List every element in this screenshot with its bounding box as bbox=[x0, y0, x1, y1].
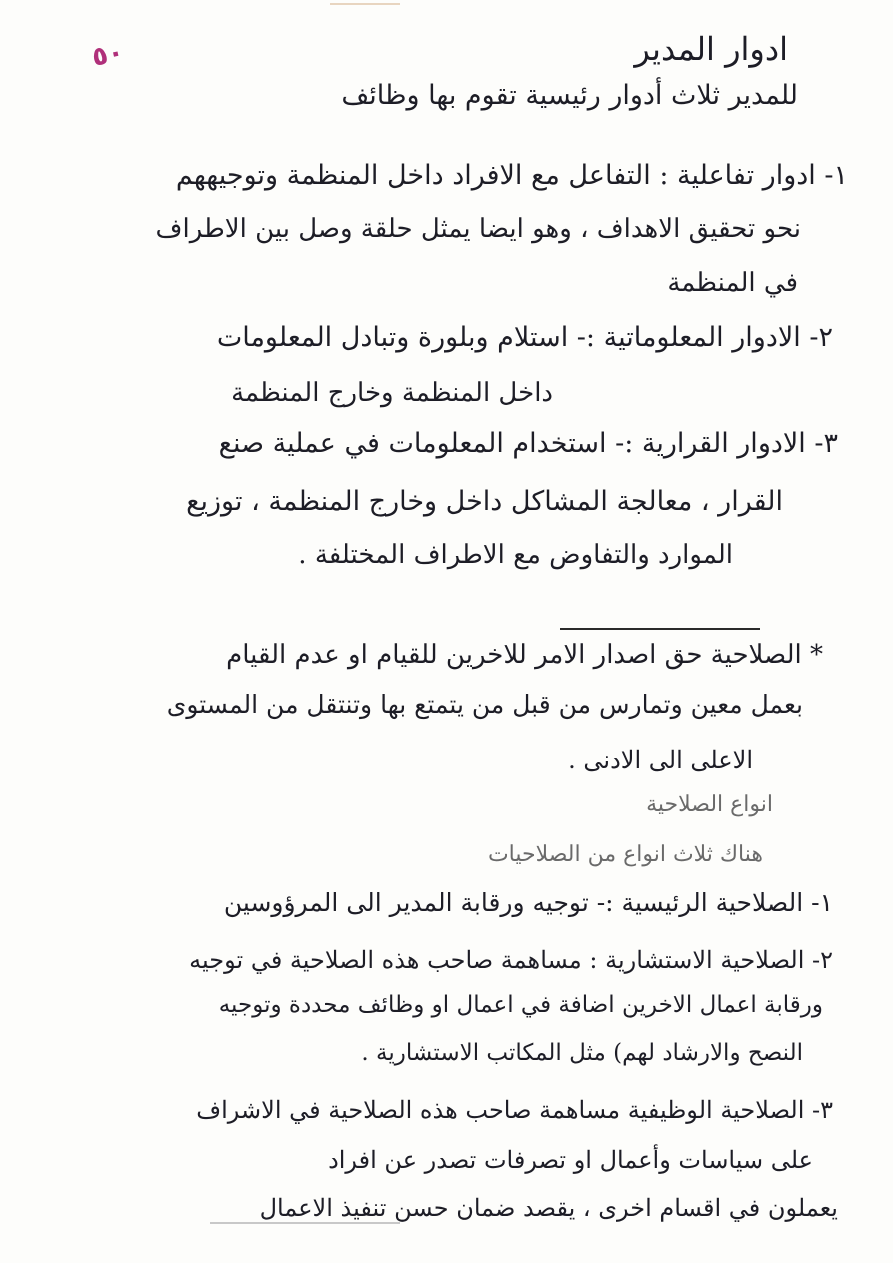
authority-type-advisory-line-3: النصح والارشاد لهم) مثل المكاتب الاستشارية . bbox=[361, 1040, 803, 1066]
authority-type-advisory-line-1: ٢- الصلاحية الاستشارية : مساهمة صاحب هذه الصلاحية في توجيه bbox=[189, 946, 833, 974]
role-informational-line-2: داخل المنظمة وخارج المنظمة bbox=[231, 378, 553, 408]
authority-definition-line-3: الاعلى الى الادنى . bbox=[568, 746, 753, 774]
section-divider bbox=[560, 628, 760, 630]
authority-types-intro: هناك ثلاث انواع من الصلاحيات bbox=[487, 842, 763, 867]
authority-type-line-1: ١- الصلاحية الرئيسية :- توجيه ورقابة المدير الى المرؤوسين bbox=[223, 888, 833, 917]
role-interactive-line-3: في المنظمة bbox=[667, 268, 798, 298]
authority-types-heading: انواع الصلاحية bbox=[646, 792, 773, 817]
authority-definition-line-1: * الصلاحية حق اصدار الامر للاخرين للقيام او عدم القيام bbox=[226, 640, 823, 670]
role-interactive-line-1: ١- ادوار تفاعلية : التفاعل مع الافراد داخل المنظمة وتوجيههم bbox=[175, 160, 848, 191]
authority-type-functional-line-1: ٣- الصلاحية الوظيفية مساهمة صاحب هذه الصلاحية في الاشراف bbox=[196, 1096, 833, 1124]
authority-definition-line-2: بعمل معين وتمارس من قبل من يتمتع بها وتنتقل من المستوى bbox=[166, 690, 803, 719]
role-informational-line-1: ٢- الادوار المعلوماتية :- استلام وبلورة وتبادل المعلومات bbox=[216, 322, 833, 353]
role-decisional-line-3: الموارد والتفاوض مع الاطراف المختلفة . bbox=[298, 540, 733, 570]
authority-type-functional-line-3: يعملون في اقسام اخرى ، يقصد ضمان حسن تنفيذ الاعمال bbox=[259, 1194, 838, 1222]
scan-speck bbox=[210, 1222, 400, 1224]
authority-type-advisory-line-2: ورقابة اعمال الاخرين اضافة في اعمال او وظائف محددة وتوجيه bbox=[218, 992, 823, 1018]
authority-type-functional-line-2: على سياسات وأعمال او تصرفات تصدر عن افراد bbox=[328, 1146, 813, 1174]
scan-speck bbox=[330, 3, 400, 5]
role-decisional-line-2: القرار ، معالجة المشاكل داخل وخارج المنظمة ، توزيع bbox=[186, 486, 783, 517]
page-subtitle: للمدير ثلاث أدوار رئيسية تقوم بها وظائف bbox=[341, 80, 798, 111]
role-interactive-line-2: نحو تحقيق الاهداف ، وهو ايضا يمثل حلقة وصل بين الاطراف bbox=[155, 214, 801, 244]
role-decisional-line-1: ٣- الادوار القرارية :- استخدام المعلومات في عملية صنع bbox=[218, 428, 838, 459]
page-mark: ٥٠ bbox=[89, 37, 127, 73]
page-title: ادوار المدير bbox=[634, 30, 788, 68]
